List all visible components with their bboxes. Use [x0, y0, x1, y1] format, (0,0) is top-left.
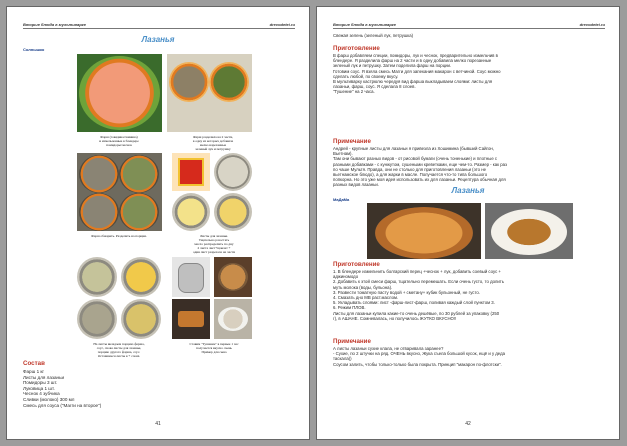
page-header [333, 22, 605, 27]
recipe-title: Лазанья [141, 35, 175, 44]
header-book-title: Вторые блюда в мультиварке [333, 22, 396, 27]
caption-1: Фарш (говядина/свинина) и измельченные в блендере помидоры/чеснок [99, 135, 139, 147]
page-42 [316, 6, 620, 440]
ingredient-item: Чеснок 4 зубчика [23, 391, 60, 397]
ingredients-heading: Состав [23, 360, 45, 367]
photo-sauce-package [172, 153, 210, 191]
recipe-author-2: МаДаМа [333, 197, 350, 202]
photo-multicooker [172, 257, 210, 297]
photo-lasagna-plate [214, 299, 252, 339]
photo-cooked-in-pot [214, 257, 252, 297]
page-41 [6, 6, 310, 440]
ingredient-item: Листы для лазаньи [23, 374, 65, 380]
page-number: 42 [465, 421, 471, 427]
note-text-2: А листы лазаньи сухие клала, не отваривала заранее? - Сухие, по 2 штучки на ряд. ОЧЕНЬ вкусно, Жука съела большой кусок, ещё и у деда таскала)) Соусом залить, чтобы только-только была покрыта. Принцип "макарон по-флотски". [333, 346, 506, 367]
preparation-heading: Приготовление [333, 45, 380, 52]
header-site: drevodetei.ru [269, 22, 295, 27]
recipe-title-2: Лазанья [451, 186, 485, 195]
photo-layer-b [121, 257, 161, 297]
photo-pan-layer [214, 193, 252, 231]
caption-2: Фарш разделила на 2 части, в одну из которых добавила мелко нарезанные зеленый лук и петрушку [192, 135, 234, 151]
ingredients-list [23, 369, 223, 408]
preparation-heading-2: Приготовление [333, 261, 380, 268]
photo-layer-c [77, 299, 117, 339]
ingredient-item: Помидоры 3 шт. [23, 380, 58, 386]
caption-3: Фарш обжарить. Разделить на порции. [91, 234, 147, 238]
ingredient-item: Луковица 1 шт. [23, 385, 55, 391]
photo-meat-portions [77, 153, 162, 231]
photo-lasagna-in-pot [367, 203, 481, 259]
caption-4: Листы для лазаньи. Тщательно разостать масло распределить по дну 2 листа лист+щавлет + один лист разрезала на части [192, 234, 236, 254]
caption-6: Ставим "Тушение" в первые 1 час получается вкусно очень Пример для сына [189, 342, 239, 354]
page-number: 41 [155, 421, 161, 427]
preparation-text: В фарш добавляем специи, помидоры, лук и чеснок, предварительно измельчив в блендере. Я разделила фарш на 2 части и в одну добавила мелко порезанные зеленый лук и петрушку. Затем поделила фарш на порции. Готовим соус. Я взяла смесь Магги для запекания макарон с ветчиной. Соус можно сделать любой, по своему вкусу. В мультиварку кастрюлю чередуя вид фарша выкладываем слоями: листы для лазаньи, фарш, соус. Я сделала 8 слоев. "Тушение" на 2 часа. [333, 53, 501, 95]
note-text: Андрей - крупные листы для лазаньи я привезла из Хошимина (бывший Сайгон, Вьетнам). Там они бывают разных видов - от рисовой бумаги (очень тоненькие) и плотные с разными добавками - с кунжутом, сушеными креветками, еще чем-то. Размер - как раз по чаше Мультя. Правда, они не столько для приготовления лазаньи (это не вьетнамское блюдо), а для жарки в масле. Получается что-то типа большого попкорна. Но это уже моя идея использовать их для лазаньи. Рецептура обычная для разных видов лазаньи. [333, 146, 507, 188]
recipe-author: Солнышко [23, 47, 45, 52]
preparation-steps-2: 1. В блендере измельчить болгарский перец +чеснок + лук, добавить соевый соус + аджиномодо 2. Добавить к этой смеси фарш, тщательно перемешать. Если очень густо, то долить муть молока (воды, бульона). 3. Развести томатную пасту водой + сметану+ кубик бульонный, не густо. 4. Смазать дно МВ раст.маслом. 5. Укладывать слоями: лист -фарш-лист-фарш, поливая каждый слой пунктом 3. 6. Режим ПЛОВ. Листы для лазаньи купила какие-то очень дешёвые, по 30 рублей за упаковку (250 г), в АШАНЕ. Сомневалась, но получилось ЖУТКО ВКУСНО!! [333, 269, 504, 321]
page-header [23, 22, 295, 27]
photo-minced-meat-split [167, 54, 252, 132]
caption-5: На листы вкладаем порцию фарша, соус, снова листы для лазаньи, порцию другого фарша, соус. Оставшиеся листы в + слоях. [93, 342, 145, 358]
ingredient-item: Смесь для соуса ("Магги на второе") [23, 402, 102, 408]
photo-pan-empty [214, 153, 252, 191]
photo-lasagna-slice [172, 299, 210, 339]
note-heading-2: Примечание [333, 338, 371, 345]
photo-pan-sheet [172, 193, 210, 231]
photo-layer-d [121, 299, 161, 339]
header-divider [23, 28, 295, 29]
header-divider [333, 28, 605, 29]
header-site: drevodetei.ru [579, 22, 605, 27]
photo-minced-meat-bowl [77, 54, 162, 132]
photo-layer-a [77, 257, 117, 297]
photo-lasagna-on-plate [485, 203, 573, 259]
ingredient-continued: Свежая зелень (зеленый лук, петрушка) [333, 33, 414, 38]
ingredient-item: Сливки (молоко) 300 мл [23, 396, 75, 402]
note-heading: Примечание [333, 138, 371, 145]
header-book-title: Вторые блюда в мультиварке [23, 22, 86, 27]
ingredient-item: Фарш 1 кг [23, 369, 45, 374]
